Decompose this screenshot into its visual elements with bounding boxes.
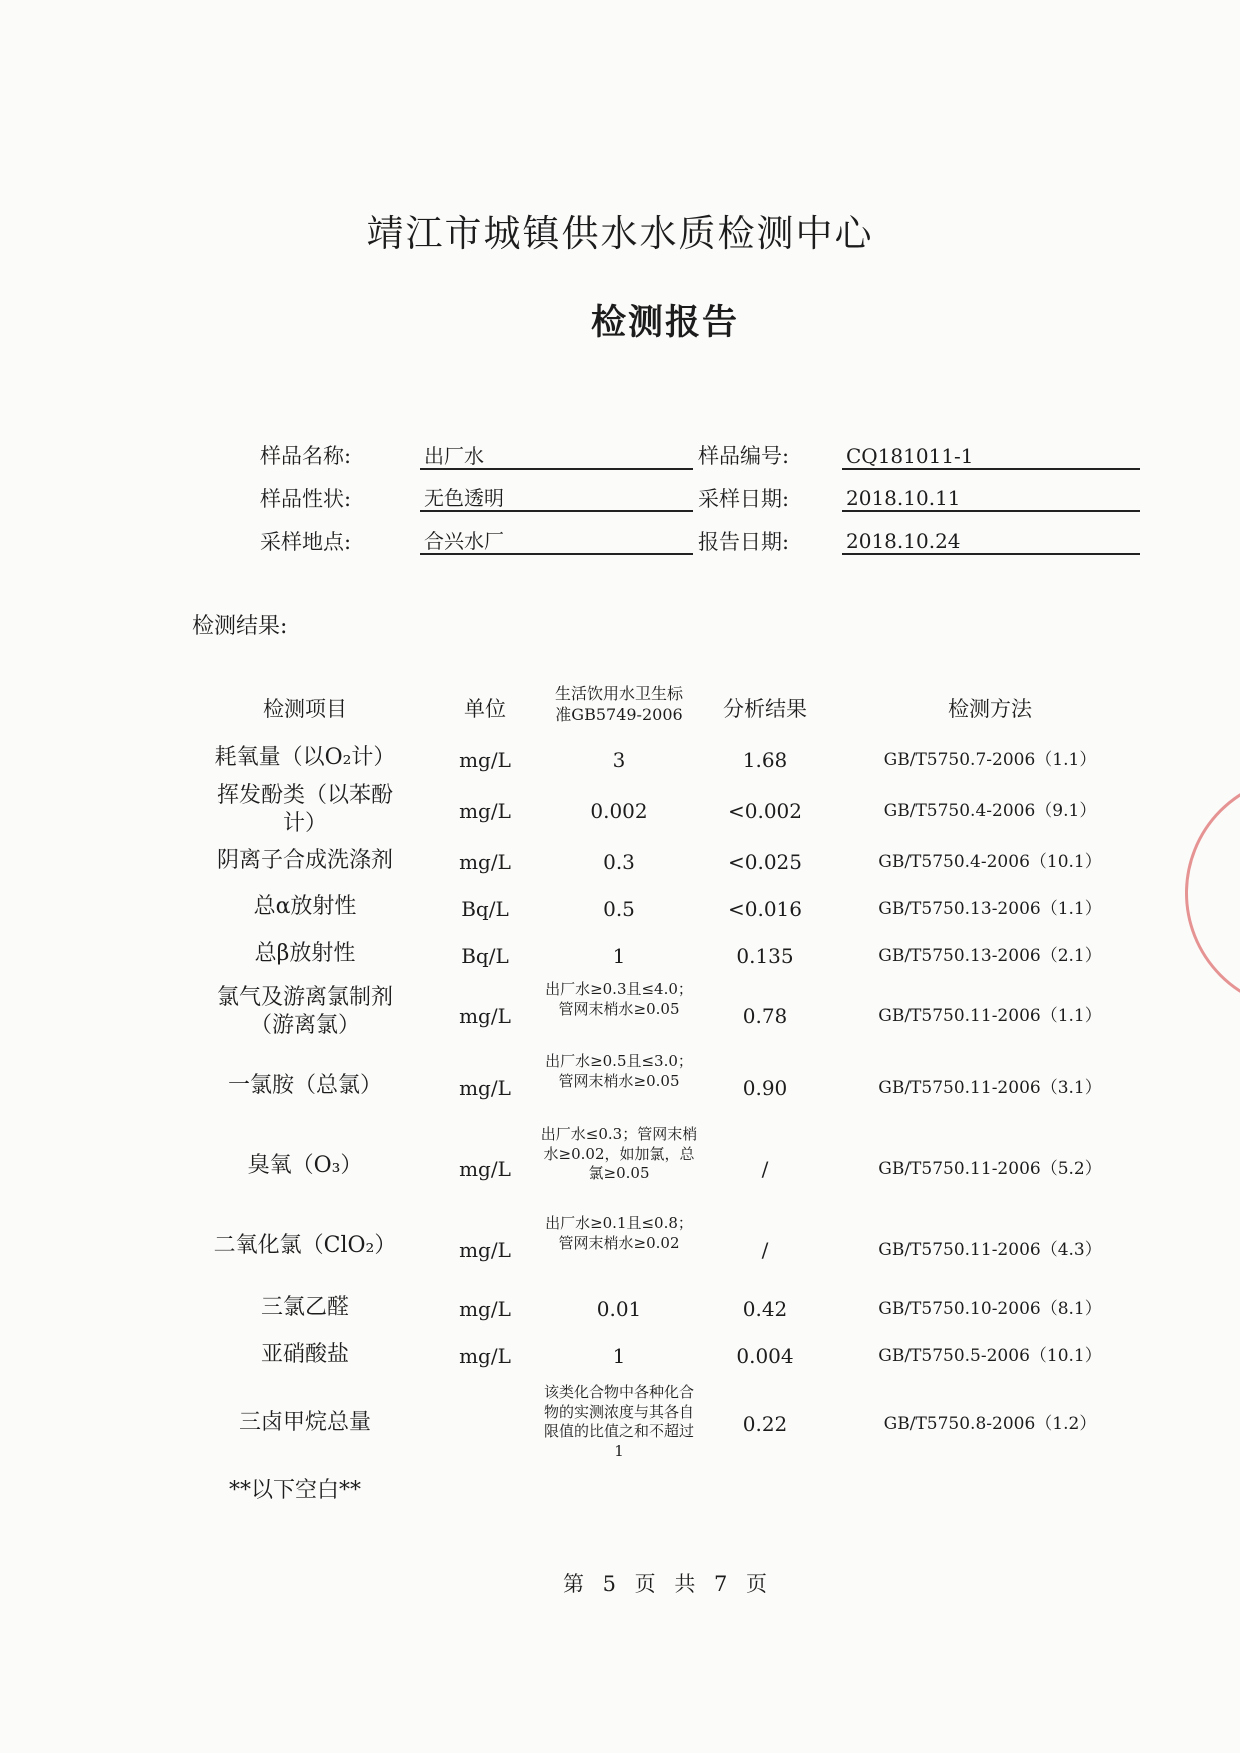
row-result: <0.002 — [727, 799, 802, 823]
sampling-date-label: 采样日期: — [698, 487, 790, 511]
row-method: GB/T5750.7-2006（1.1） — [883, 750, 1097, 770]
row-method: GB/T5750.13-2006（2.1） — [878, 946, 1102, 966]
row-result: 0.78 — [742, 1004, 788, 1028]
row-item: 亚硝酸盐 — [260, 1342, 349, 1367]
row-item: 总β放射性 — [254, 941, 356, 966]
row-standard: 3 — [612, 748, 626, 772]
row-item: 耗氧量（以O₂计） — [214, 745, 396, 770]
row-standard: 0.3 — [603, 850, 635, 874]
report-date-value: 2018.10.24 — [842, 527, 1140, 555]
sample-id-value: CQ181011-1 — [842, 442, 1140, 470]
sample-name-value: 出厂水 — [420, 442, 693, 470]
row-result: 0.22 — [742, 1412, 788, 1436]
column-header-item: 检测项目 — [263, 697, 347, 721]
row-method: GB/T5750.10-2006（8.1） — [878, 1299, 1102, 1319]
column-header-unit: 单位 — [464, 697, 506, 721]
row-method: GB/T5750.11-2006（1.1） — [878, 1006, 1102, 1026]
sample-location-label: 采样地点: — [260, 530, 352, 554]
report-title: 检测报告 — [590, 302, 739, 343]
column-header-standard: 生活饮用水卫生标准GB5749-2006 — [554, 684, 683, 724]
row-result: <0.016 — [727, 897, 802, 921]
organization-name: 靖江市城镇供水水质检测中心 — [366, 212, 874, 255]
row-result: 0.90 — [742, 1076, 788, 1100]
row-unit: mg/L — [459, 1004, 511, 1028]
row-item: 一氯胺（总氯） — [227, 1073, 382, 1098]
row-method: GB/T5750.11-2006（5.2） — [878, 1159, 1102, 1179]
official-seal-text — [1190, 780, 1240, 1000]
row-unit: Bq/L — [461, 944, 509, 968]
row-standard: 0.5 — [603, 897, 635, 921]
row-item: 挥发酚类（以苯酚计） — [216, 783, 393, 836]
row-method: GB/T5750.4-2006（9.1） — [883, 801, 1097, 821]
row-unit: mg/L — [459, 1344, 511, 1368]
row-result: / — [761, 1238, 769, 1262]
row-standard: 1 — [612, 1344, 626, 1368]
row-item: 氯气及游离氯制剂（游离氯） — [216, 985, 393, 1038]
row-unit: mg/L — [459, 799, 511, 823]
row-item: 三卤甲烷总量 — [238, 1410, 371, 1435]
row-standard: 0.002 — [590, 799, 648, 823]
row-item: 二氧化氯（ClO₂） — [213, 1233, 397, 1258]
row-unit: mg/L — [459, 850, 511, 874]
sample-state-label: 样品性状: — [260, 487, 352, 511]
row-standard: 出厂水≥0.1且≤0.8；管网末梢水≥0.02 — [545, 1214, 693, 1252]
row-unit: Bq/L — [461, 897, 509, 921]
row-result: 0.135 — [736, 944, 794, 968]
row-unit: mg/L — [459, 1076, 511, 1100]
row-result: 0.004 — [736, 1344, 794, 1368]
row-standard: 出厂水≥0.5且≤3.0；管网末梢水≥0.05 — [545, 1052, 693, 1090]
column-header-method: 检测方法 — [948, 697, 1032, 721]
row-unit: mg/L — [459, 748, 511, 772]
row-method: GB/T5750.5-2006（10.1） — [878, 1346, 1102, 1366]
row-standard: 出厂水≤0.3；管网末梢水≥0.02，如加氯，总氯≥0.05 — [540, 1125, 698, 1182]
row-result: / — [761, 1157, 769, 1181]
row-item: 阴离子合成洗涤剂 — [216, 848, 393, 873]
report-date-label: 报告日期: — [698, 530, 790, 554]
row-result: 0.42 — [742, 1297, 788, 1321]
row-result: <0.025 — [727, 850, 802, 874]
sample-state-value: 无色透明 — [420, 484, 693, 512]
column-header-result: 分析结果 — [723, 697, 807, 721]
sampling-date-value: 2018.10.11 — [842, 484, 1140, 512]
row-item: 三氯乙醛 — [260, 1295, 349, 1320]
sample-id-label: 样品编号: — [698, 444, 790, 468]
row-result: 1.68 — [742, 748, 788, 772]
row-unit: mg/L — [459, 1157, 511, 1181]
row-standard: 出厂水≥0.3且≤4.0；管网末梢水≥0.05 — [545, 980, 693, 1018]
row-method: GB/T5750.11-2006（3.1） — [878, 1078, 1102, 1098]
sample-name-label: 样品名称: — [260, 444, 352, 468]
row-item: 臭氧（O₃） — [247, 1153, 363, 1178]
results-heading: 检测结果: — [192, 614, 288, 639]
row-method: GB/T5750.4-2006（10.1） — [878, 852, 1102, 872]
row-method: GB/T5750.13-2006（1.1） — [878, 899, 1102, 919]
row-standard: 0.01 — [596, 1297, 642, 1321]
row-standard: 1 — [612, 944, 626, 968]
end-of-content-marker: **以下空白** — [228, 1478, 361, 1503]
row-method: GB/T5750.11-2006（4.3） — [878, 1240, 1102, 1260]
sample-location-value: 合兴水厂 — [420, 527, 693, 555]
row-unit: mg/L — [459, 1297, 511, 1321]
row-standard: 该类化合物中各种化合物的实测浓度与其各自限值的比值之和不超过1 — [543, 1383, 694, 1460]
row-method: GB/T5750.8-2006（1.2） — [883, 1414, 1097, 1434]
row-unit: mg/L — [459, 1238, 511, 1262]
row-item: 总α放射性 — [253, 894, 357, 919]
page-number: 第 5 页 共 7 页 — [562, 1572, 768, 1596]
